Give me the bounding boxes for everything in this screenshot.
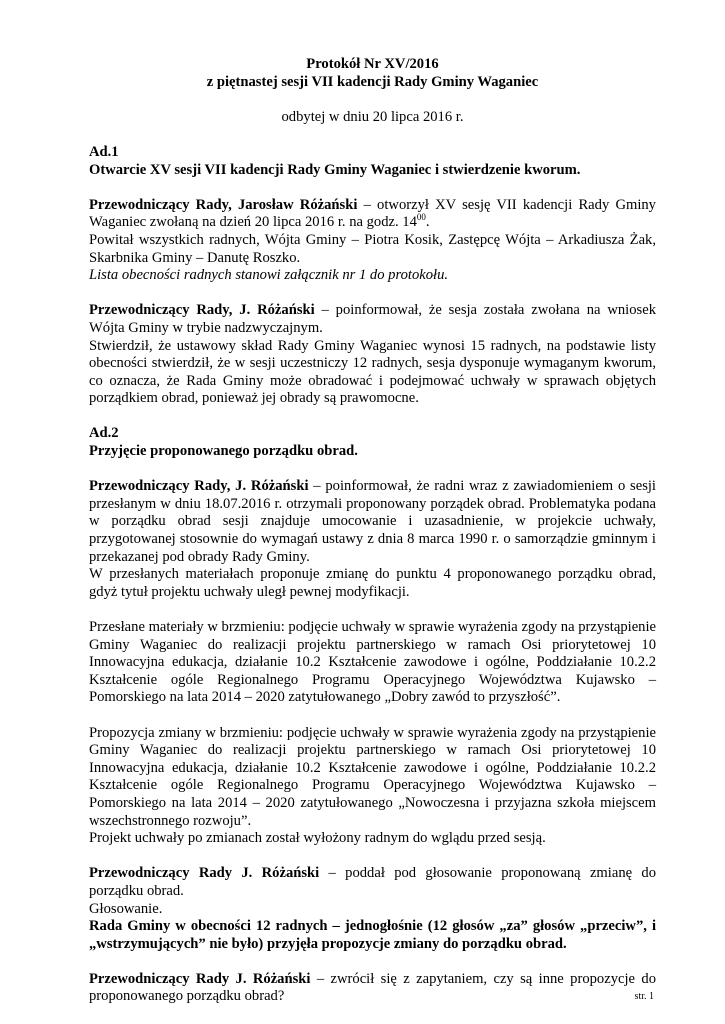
ad2-change-proposal: W przesłanych materiałach proponuje zmianę do punktu 4 proponowanego porządku obrad, gdyż tytuł projektu uchwały uległ pewnej modyfikacji. — [89, 566, 656, 600]
speaker-name: Przewodniczący Rady, J. Różański — [89, 302, 315, 319]
ad2-original-wording: Przesłane materiały w brzmieniu: podjęcie uchwały w sprawie wyrażenia zgody na przystąpienie Gminy Waganiec do realizacji projektu partnerskiego w ramach Osi priorytetowej 10 Innowacyjna edukacja, działanie 10.2 Kształcenie zawodowe i ogólne, Poddziałanie 10.2.2 Kształcenie ogóle Regionalnego Programu Operacyjnego Województwa Kujawsko – Pomorskiego na lata 2014 – 2020 zatytułowanego „Dobry zawód to przyszłość”. — [89, 619, 656, 706]
paragraph-text: – poinformował, że sesja została zwołana na wniosek Wójta Gminy w trybie nadzwyczajnym. — [89, 302, 656, 336]
paragraph-text: – otworzył XV sesję VII kadencji Rady Gminy Waganiec zwołaną na dzień 20 lipca 2016 r. na godz. 14 — [89, 196, 656, 231]
time-superscript: 00 — [416, 212, 426, 223]
paragraph-end: . — [425, 214, 430, 231]
ad2-label: Ad.2 — [89, 425, 119, 442]
ad1-quorum: Stwierdził, że ustawowy skład Rady Gminy Waganiec wynosi 15 radnych, na podstawie listy obecności stwierdził, że w sesji uczestniczy 12 radnych, sesja dysponuje wymaganym kworum, co oznacza, że Rada Gminy może obradować i podejmować uchwały w sprawach objętych porządkiem obrad, ponieważ jej obrady są prawomocne. — [89, 337, 656, 407]
ad1-paragraph-info — [89, 302, 656, 337]
paragraph-text: – zwrócił się z zapytaniem, czy są inne propozycje do proponowanego porządku obrad? — [89, 970, 656, 1005]
speaker-name: Przewodniczący Rady, Jarosław Różański — [89, 196, 358, 213]
paragraph-text: – poinformował, że radni wraz z zawiadomieniem o sesji przesłanym w dniu 18.07.2016 r. otrzymali proponowany porządek obrad. Problematyka podana w porządku obrad sesji znajduje umocowanie i uzasadnienie, w projekcie uchwały, przygotowanej stosownie do wymagań ustawy z dnia 8 marca 1990 r. o samorządzie gminnym i przekazanej pod obrady Rady Gminy. — [89, 478, 656, 565]
session-date: odbytej w dniu 20 lipca 2016 r. — [281, 108, 464, 125]
ad2-further-proposals — [89, 971, 656, 1006]
ad1-label: Ad.1 — [89, 143, 119, 160]
ad2-vote-result: Rada Gminy w obecności 12 radnych – jednogłośnie (12 głosów „za” głosów „przeciw”, i „wstrzymujących” nie było) przyjęła propozycje zmiany do porządku obrad. — [89, 918, 656, 952]
ad2-paragraph-info — [89, 478, 656, 566]
document-subtitle: z piętnastej sesji VII kadencji Rady Gminy Waganiec — [206, 73, 539, 90]
paragraph-text: – poddał pod głosowanie proponowaną zmianę do porządku obrad. — [89, 865, 657, 899]
ad1-heading: Otwarcie XV sesji VII kadencji Rady Gminy Waganiec i stwierdzenie kworum. — [89, 161, 581, 178]
ad2-project-note: Projekt uchwały po zmianach został wyłożony radnym do wglądu przed sesją. — [89, 830, 546, 847]
speaker-name: Przewodniczący Rady J. Różański — [89, 970, 311, 987]
ad2-proposed-wording: Propozycja zmiany w brzmieniu: podjęcie uchwały w sprawie wyrażenia zgody na przystąpienie Gminy Waganiec do realizacji projektu partnerskiego w ramach Osi priorytetowej 10 Innowacyjna edukacja, działanie 10.2 Kształcenie zawodowe i ogólne, Poddziałanie 10.2.2 Kształcenie ogóle Regionalnego Programu Operacyjnego Województwa Kujawsko – Pomorskiego na lata 2014 – 2020 zatytułowanego „Nowoczesna i przyjazna szkoła miejscem wszechstronnego rozwoju”. — [89, 724, 656, 829]
speaker-name: Przewodniczący Rady J. Różański — [89, 865, 320, 882]
ad1-paragraph-opening — [89, 197, 656, 232]
ad2-vote-label: Głosowanie. — [89, 900, 163, 917]
document-title: Protokół Nr XV/2016 — [306, 56, 439, 72]
speaker-name: Przewodniczący Rady, J. Różański — [89, 478, 309, 495]
ad1-attendance-note: Lista obecności radnych stanowi załącznik nr 1 do protokołu. — [89, 267, 449, 284]
ad2-heading: Przyjęcie proponowanego porządku obrad. — [89, 443, 358, 460]
page-number: str. 1 — [634, 991, 654, 1002]
ad2-vote-call — [89, 865, 656, 900]
ad1-greeting: Powitał wszystkich radnych, Wójta Gminy – Piotra Kosik, Zastępcę Wójta – Arkadiusza Żak, Skarbnika Gminy – Danutę Roszko. — [89, 231, 656, 266]
